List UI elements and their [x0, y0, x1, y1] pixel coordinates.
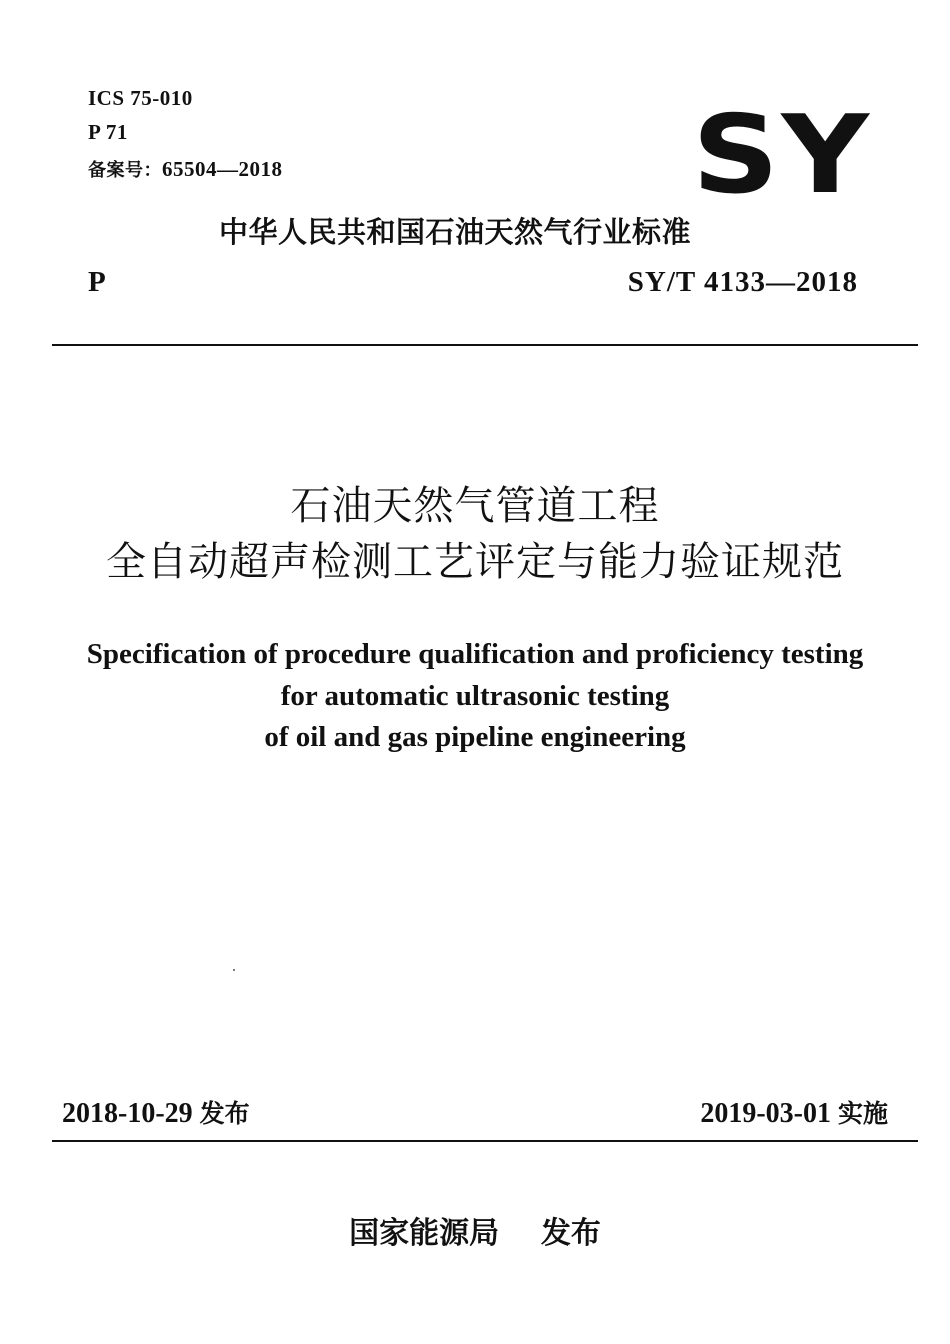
title-en-line2: for automatic ultrasonic testing — [280, 680, 670, 712]
issue-date-block — [62, 1094, 250, 1130]
title-cn-line1: 石油天然气管道工程 — [290, 483, 660, 529]
publisher-line — [0, 1208, 950, 1252]
publish-label: 发布 — [540, 1216, 601, 1251]
title-cn-line2: 全自动超声检测工艺评定与能力验证规范 — [106, 539, 844, 585]
ics-code: ICS 75-010 — [88, 86, 193, 110]
header-divider — [52, 344, 918, 346]
footer-divider — [52, 1140, 918, 1142]
effective-date: 2019-03-01 — [700, 1098, 831, 1129]
industry-standard-heading: 中华人民共和国石油天然气行业标准 — [218, 215, 691, 249]
filing-record — [88, 156, 283, 182]
filing-number: 65504—2018 — [162, 157, 283, 181]
title-en-line1: Specification of procedure qualification and proficiency testing — [86, 638, 864, 670]
title-en-line3: of oil and gas pipeline engineering — [264, 721, 686, 753]
effective-label: 实施 — [837, 1099, 888, 1128]
issue-label: 发布 — [199, 1099, 250, 1128]
issue-date: 2018-10-29 — [62, 1098, 193, 1129]
standard-number: SY/T 4133—2018 — [627, 266, 858, 298]
scan-speck — [233, 969, 235, 971]
publisher-name: 国家能源局 — [349, 1216, 500, 1251]
category-code: P 71 — [88, 120, 128, 144]
effective-date-block — [700, 1094, 888, 1130]
filing-label: 备案号： — [88, 160, 162, 181]
sy-logo: SY — [692, 93, 872, 218]
category-letter: P — [88, 266, 106, 298]
